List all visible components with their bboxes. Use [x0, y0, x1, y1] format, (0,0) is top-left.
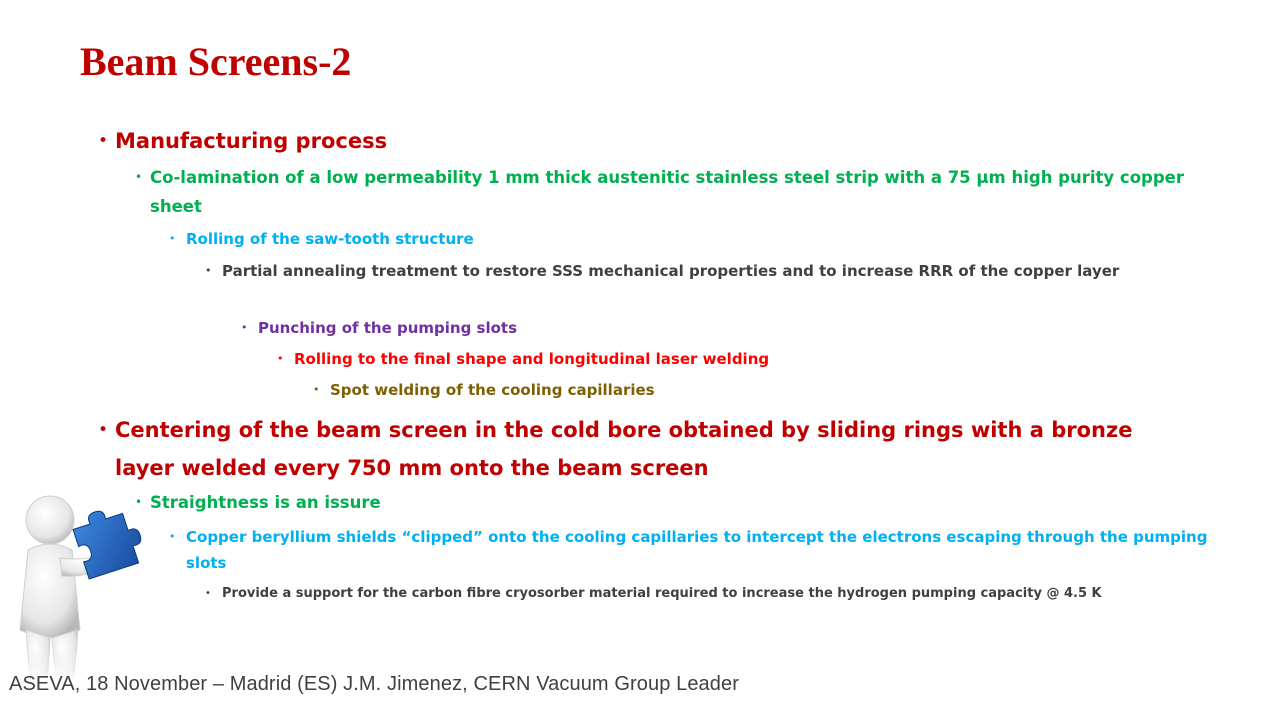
bullet-text: Spot welding of the cooling capillaries: [330, 381, 655, 399]
bullet-copper-beryllium-shields: [169, 524, 1219, 576]
bullet-manufacturing-process: [98, 122, 1228, 160]
bullet-text: Manufacturing process: [115, 129, 388, 153]
bullet-marker: •: [241, 321, 248, 334]
bullet-spot-welding: [313, 377, 1223, 403]
bullet-final-shape-rolling: [277, 346, 1227, 372]
bullet-text: Partial annealing treatment to restore SSS mechanical properties and to increase RRR of the copper layer: [222, 262, 1120, 280]
slide-title: Beam Screens-2: [80, 39, 352, 84]
bullet-straightness: [135, 488, 1225, 517]
bullet-marker: •: [277, 352, 284, 365]
bullet-text: Rolling to the final shape and longitudinal laser welding: [294, 350, 770, 368]
bullet-marker: •: [169, 530, 176, 543]
bullet-marker: •: [98, 131, 109, 151]
bullet-partial-annealing: [205, 258, 1225, 284]
bullet-centering: [98, 411, 1178, 487]
bullet-marker: •: [98, 420, 109, 440]
bullet-marker: •: [169, 232, 176, 245]
bullet-text: Co-lamination of a low permeability 1 mm thick austenitic stainless steel strip with a 75 µm high purity copper sheet: [150, 168, 1184, 216]
bullet-marker: •: [205, 264, 212, 277]
bullet-text: Provide a support for the carbon fibre cryosorber material required to increase the hydrogen pumping capacity @ 4.5 K: [222, 586, 1102, 601]
slide-footer: ASEVA, 18 November – Madrid (ES) J.M. Jimenez, CERN Vacuum Group Leader: [9, 673, 739, 695]
bullet-text: Copper beryllium shields “clipped” onto the cooling capillaries to intercept the electrons escaping through the pumping slots: [186, 528, 1208, 572]
bullet-cryosorber-support: [205, 582, 1225, 605]
bullet-saw-tooth-rolling: [169, 226, 1219, 252]
puzzle-figure-clipart: [0, 480, 180, 680]
bullet-co-lamination: [135, 163, 1225, 221]
bullet-punching-slots: [241, 315, 1231, 341]
bullet-marker: •: [205, 588, 211, 599]
bullet-text: Straightness is an issure: [150, 493, 381, 512]
bullet-text: Rolling of the saw-tooth structure: [186, 230, 474, 248]
bullet-marker: •: [135, 170, 143, 184]
bullet-marker: •: [135, 495, 143, 509]
bullet-text: Centering of the beam screen in the cold bore obtained by sliding rings with a bronze layer welded every 750 mm onto the beam screen: [115, 418, 1133, 480]
bullet-text: Punching of the pumping slots: [258, 319, 518, 337]
bullet-marker: •: [313, 383, 320, 396]
